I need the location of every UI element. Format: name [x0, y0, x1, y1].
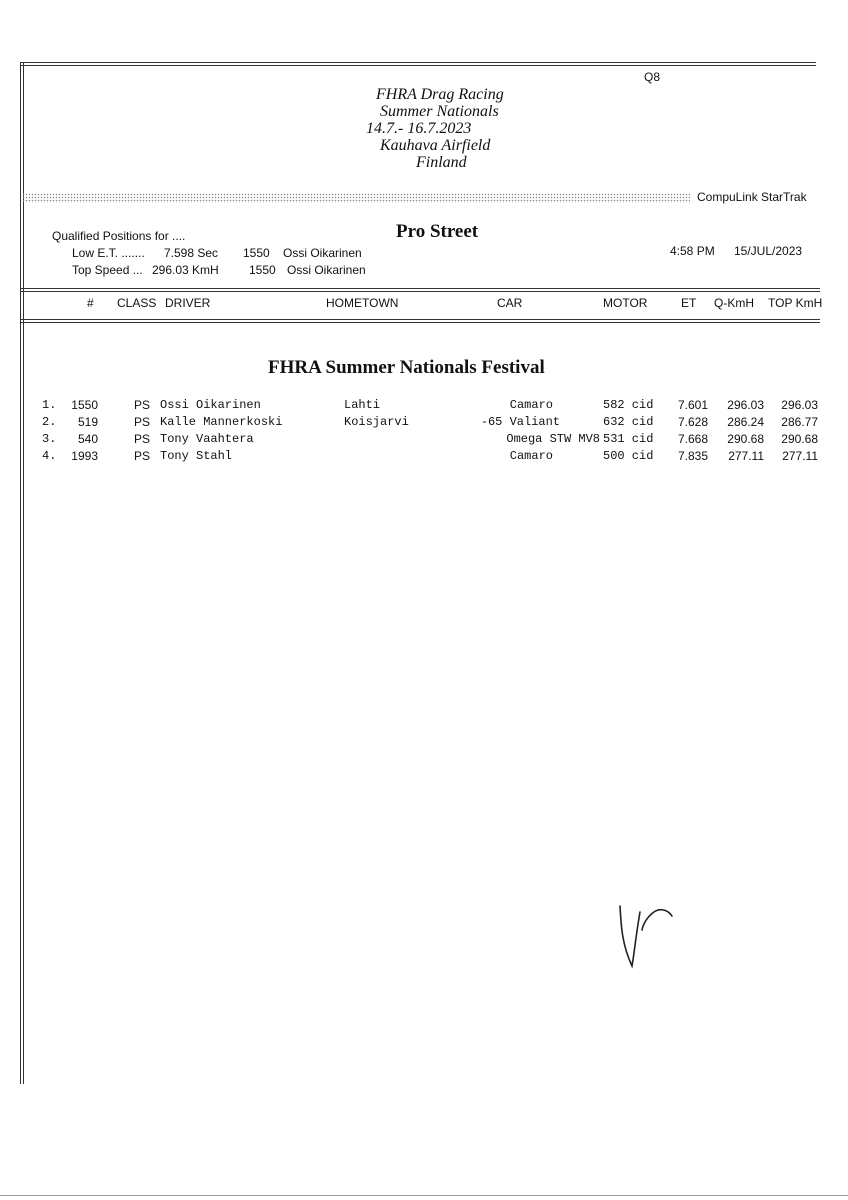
row-car-number: 1993: [71, 449, 98, 463]
top-border-line-inner: [20, 65, 816, 66]
row-topkmh: 290.68: [781, 432, 818, 446]
row-driver: Kalle Mannerkoski: [160, 415, 283, 429]
table-row: [0, 432, 848, 449]
low-et-label: Low E.T. .......: [72, 246, 145, 260]
row-topkmh: 277.11: [782, 449, 818, 463]
row-position: 1.: [42, 398, 57, 412]
row-qkmh: 286.24: [727, 415, 764, 429]
row-class: PS: [134, 398, 151, 412]
top-speed-driver: Ossi Oikarinen: [287, 263, 366, 277]
row-motor: 582 cid: [603, 398, 654, 412]
left-border-line-inner: [23, 62, 24, 1084]
row-topkmh: 296.03: [781, 398, 818, 412]
top-speed-value: 296.03 KmH: [152, 263, 219, 277]
event-subtitle-line: Summer Nationals: [380, 103, 499, 120]
row-motor: 632 cid: [603, 415, 654, 429]
table-row: [0, 398, 848, 415]
row-qkmh: 296.03: [727, 398, 764, 412]
col-header-class: CLASS: [117, 296, 157, 310]
col-header-car: CAR: [497, 296, 523, 310]
col-header-qkmh: Q-KmH: [714, 296, 754, 310]
qualified-label: Qualified Positions for ....: [52, 229, 186, 243]
row-car: Camaro: [509, 449, 553, 463]
section-title: FHRA Summer Nationals Festival: [268, 357, 545, 378]
row-et: 7.668: [677, 432, 708, 446]
row-qkmh: 277.11: [728, 449, 764, 463]
col-header-hometown: HOMETOWN: [326, 296, 399, 310]
event-country-line: Finland: [416, 154, 467, 171]
low-et-driver: Ossi Oikarinen: [283, 246, 362, 260]
event-title-line: FHRA Drag Racing: [376, 86, 504, 103]
row-car-number: 1550: [71, 398, 98, 412]
report-date: 15/JUL/2023: [734, 244, 803, 258]
row-qkmh: 290.68: [727, 432, 764, 446]
row-et: 7.835: [677, 449, 708, 463]
left-border-line: [20, 62, 21, 1084]
row-car-number: 519: [77, 415, 98, 429]
col-header-driver: DRIVER: [165, 296, 211, 310]
event-header: [360, 86, 540, 171]
handwritten-signature: [612, 900, 682, 972]
report-time: 4:58 PM: [670, 244, 715, 258]
row-et: 7.628: [677, 415, 708, 429]
column-header-top-rule: [20, 288, 820, 289]
row-topkmh: 286.77: [781, 415, 818, 429]
row-car: -65 Valiant: [480, 415, 560, 429]
page-code: Q8: [644, 70, 661, 84]
top-speed-car-number: 1550: [249, 263, 276, 277]
row-driver: Tony Vaahtera: [160, 432, 254, 446]
class-title: Pro Street: [396, 221, 479, 242]
row-car-number: 540: [77, 432, 98, 446]
col-header-topkmh: TOP KmH: [768, 296, 823, 310]
row-car: Omega STW MV8: [506, 432, 600, 446]
col-header-motor: MOTOR: [603, 296, 648, 310]
col-header-et: ET: [681, 296, 697, 310]
row-position: 2.: [42, 415, 57, 429]
column-header-bottom-rule: [20, 319, 820, 320]
row-car: Camaro: [509, 398, 553, 412]
row-class: PS: [134, 415, 151, 429]
column-header-top-rule-2: [20, 291, 820, 292]
row-driver: Tony Stahl: [160, 449, 233, 463]
top-border-line: [20, 62, 816, 63]
row-class: PS: [134, 432, 151, 446]
table-row: [0, 449, 848, 466]
low-et-car-number: 1550: [243, 246, 270, 260]
bottom-page-rule: [0, 1195, 848, 1196]
row-et: 7.601: [677, 398, 708, 412]
col-header-num: #: [87, 296, 94, 310]
row-motor: 500 cid: [603, 449, 654, 463]
column-header-bottom-rule-2: [20, 322, 820, 323]
row-motor: 531 cid: [603, 432, 654, 446]
row-hometown: Koisjarvi: [344, 415, 409, 429]
row-position: 4.: [42, 449, 57, 463]
row-position: 3.: [42, 432, 57, 446]
row-class: PS: [134, 449, 151, 463]
event-venue-line: Kauhava Airfield: [380, 137, 491, 154]
table-row: [0, 415, 848, 432]
dotted-separator: [22, 193, 690, 203]
row-hometown: Lahti: [344, 398, 381, 412]
event-dates-line: 14.7.- 16.7.2023: [366, 120, 472, 137]
top-speed-label: Top Speed ...: [72, 263, 143, 277]
system-label: CompuLink StarTrak: [697, 190, 807, 204]
row-driver: Ossi Oikarinen: [160, 398, 261, 412]
low-et-value: 7.598 Sec: [164, 246, 219, 260]
